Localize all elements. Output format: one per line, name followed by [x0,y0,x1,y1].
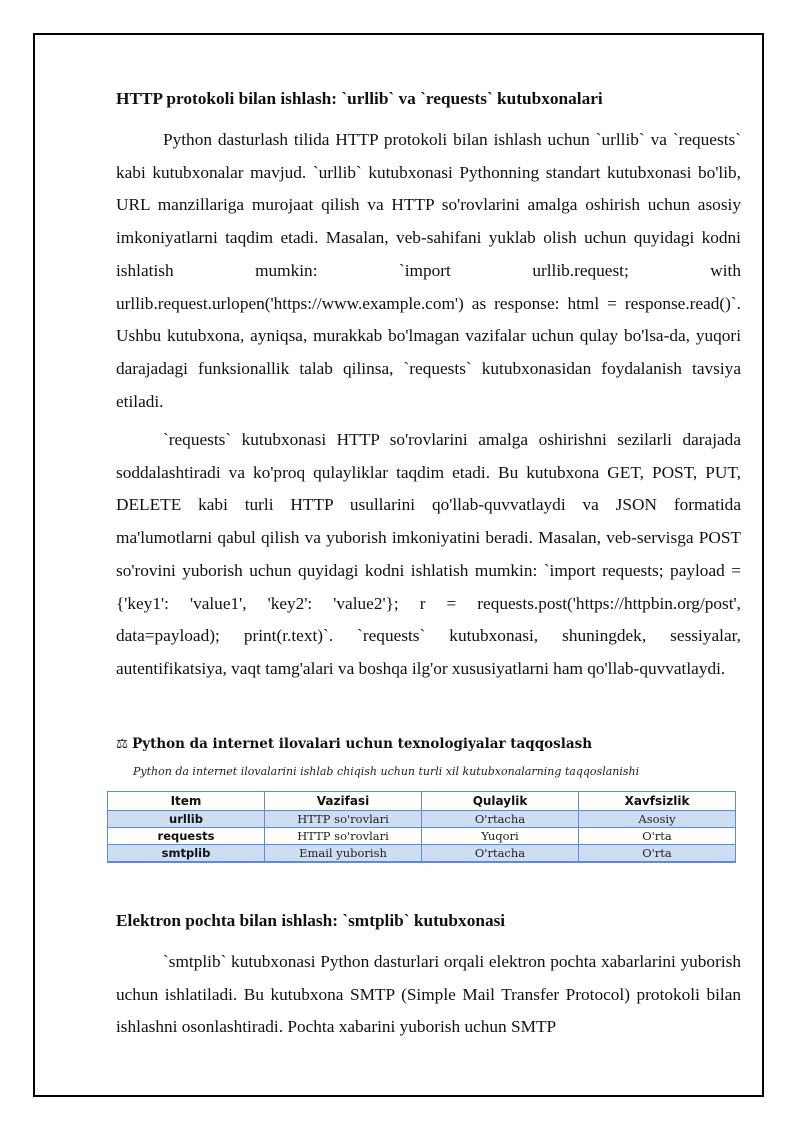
paragraph-smtplib: `smtplib` kutubxonasi Python dasturlari orqali elektron pochta xabarlarini yuborish uchun ishlatiladi. Bu kutubxona SMTP (Simple Mail Transfer Protocol) protokoli bilan ishlashni osonlashtiradi. Pochta xabarini yuborish uchun SMTP [116,952,741,1037]
paragraph-urllib: Python dasturlash tilida HTTP protokoli bilan ishlash uchun `urllib` va `requests` kabi kutubxonalar mavjud. `urllib` kutubxonasi Pythonning standart kutubxonasi bo'lib, URL manzillariga murojaat qilish va HTTP so'rovlarini amalga oshirish uchun asosiy imkoniyatlarni taqdim etadi. Masalan, veb-sahifani yuklab olish uchun quyidagi kodni ishlatish mumkin: `import urllib.request; with urllib.request.urlopen('https://www.example.com') as response: html = response.read()`. Ushbu kutubxona, ayniqsa, murakkab bo'lmagan vazifalar uchun qulay bo'lsa-da, yuqori darajadagi funksionallik talab qilinsa, `requests` kutubxonasidan foydalanish tavsiya etiladi. [116,130,741,411]
table-header-cell: Vazifasi [265,792,422,811]
table-row [108,811,736,828]
table-cell: HTTP so'rovlari [265,811,422,828]
scale-icon: ⚖ [116,736,129,752]
section-heading-smtplib: Elektron pochta bilan ishlash: `smtplib` kutubxonasi [116,911,506,930]
comparison-table [107,791,736,863]
table-cell-item: requests [108,828,265,845]
section-heading-http: HTTP protokoli bilan ishlash: `urllib` va `requests` kutubxonalari [116,89,603,108]
table-cell: Yuqori [422,828,579,845]
table-cell: O'rtacha [422,845,579,863]
figure-caption: Python da internet ilovalarini ishlab chiqish uchun turli xil kutubxonalarning taqqoslanishi [133,765,640,778]
table-row [108,845,736,863]
figure-title [116,736,592,752]
table-cell: HTTP so'rovlari [265,828,422,845]
table-cell: O'rta [579,845,736,863]
table-cell: O'rta [579,828,736,845]
table-header-cell: Xavfsizlik [579,792,736,811]
paragraph-requests: `requests` kutubxonasi HTTP so'rovlarini amalga oshirishni sezilarli darajada soddalashtiradi va ko'proq qulayliklar taqdim etadi. Bu kutubxona GET, POST, PUT, DELETE kabi turli HTTP usullarini qo'llab-quvvatlaydi va JSON formatida ma'lumotlarni qabul qilish va yuborish imkoniyatini beradi. Masalan, veb-servisga POST so'rovini yuborish uchun quyidagi kodni ishlatish mumkin: `import requests; payload = {'key1': 'value1', 'key2': 'value2'}; r = requests.post('https://httpbin.org/post', data=payload); print(r.text)`. `requests` kutubxonasi, shuningdek, sessiyalar, autentifikatsiya, vaqt tamg'alari va boshqa ilg'or xususiyatlarni ham qo'llab-quvvatlaydi. [116,430,741,678]
table-header-cell: Item [108,792,265,811]
table-header-cell: Qulaylik [422,792,579,811]
table-row [108,828,736,845]
table-cell: O'rtacha [422,811,579,828]
table-header-row [108,792,736,811]
table-cell: Asosiy [579,811,736,828]
table-cell-item: smtplib [108,845,265,863]
table-cell: Email yuborish [265,845,422,863]
figure-title-text: Python da internet ilovalari uchun texnologiyalar taqqoslash [132,736,593,752]
table-cell-item: urllib [108,811,265,828]
